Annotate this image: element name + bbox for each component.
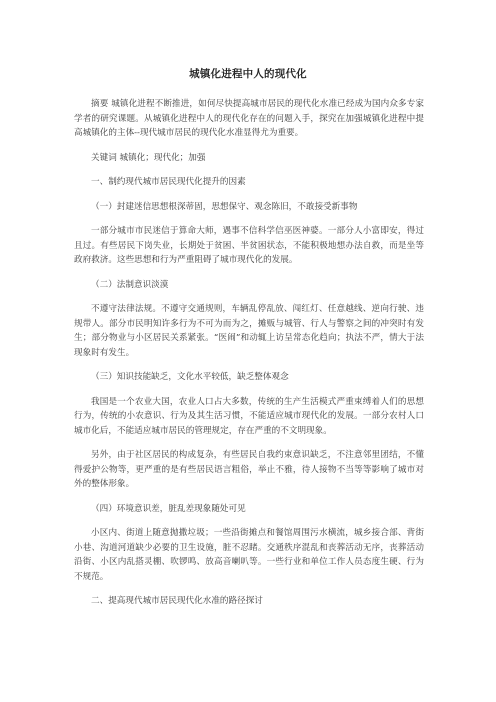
section-heading-2: 二、提高现代城市居民现代化水准的路径探讨 [91,596,263,606]
document-title: 城镇化进程中人的现代化 [189,68,307,80]
section-heading-1: 一、制约现代城市居民现代化提升的因素 [91,177,246,187]
body-paragraph-3a: 我国是一个农业大国，农业人口占大多数，传统的生产生活模式严重束缚着人们的思想行为，传统的小农意识、行为及其生活习惯，不能适应城市现代化的发展。一部分农村人口城市化后，不能适应城市居民的管理规定，存在严重的不文明现象。 [74,396,424,436]
keywords-line: 关键词 城镇化；现代化；加强 [91,152,206,163]
body-paragraph-2: 不遵守法律法规。不遵守交通规则，车辆乱停乱放、闯红灯、任意越线、逆向行驶、违规带人。部分市民明知许多行为不可为而为之，摊贩与城管、行人与警察之间的冲突时有发生；部分物业与小区居民关系紧张。“医闹”和动辄上访呈常态化趋向；执法不严，情大于法现象时有发生。 [74,304,424,358]
body-paragraph-4: 小区内、街道上随意抛撒垃圾；一些沿街摊点和餐馆周围污水横流，城乡接合部、背街小巷、沟道河道缺少必要的卫生设施，脏不忍睹。交通秩序混乱和丧葬活动无序，丧葬活动沿街、小区内乱搭灵棚、吹锣鸣、放高音喇叭等。一些行业和单位工作人员态度生硬、行为不规范。 [74,528,424,582]
subheading-2: （二）法制意识淡漠 [91,279,169,290]
document-body [74,97,424,619]
body-paragraph-1: 一部分城市市民迷信于算命大师，遇事不信科学信巫医神婆。一部分人小富即安，得过且过。有些居民下岗失业，长期处于贫困、半贫困状态，不能积极地想办法自救，而是坐等政府救济。这些思想和行为严重阻碍了城市现代化的发展。 [74,226,424,265]
subheading-3: （三）知识技能缺乏，文化水平较低，缺乏整体观念 [91,372,289,382]
subheading-1: （一）封建迷信思想根深蒂固，思想保守、观念陈旧，不敢接受新事物 [91,201,358,212]
subheading-4: （四）环境意识差，脏乱差现象随处可见 [91,503,246,514]
abstract-paragraph: 摘要 城镇化进程不断推进，如何尽快提高城市居民的现代化水准已经成为国内众多专家学者的研究课题。从城镇化进程中人的现代化存在的问题入手，探究在加强城镇化进程中提高城镇化的主体--现代城市居民的现代化水准显得尤为重要。 [74,99,424,138]
body-paragraph-3b: 另外，由于社区居民的构成复杂，有些居民自我约束意识缺乏，不注意邻里团结，不懂得爱护公物等，更严重的是有些居民语言粗俗，举止不雅，待人接物不当等等影响了城市对外的整体形象。 [74,450,424,489]
